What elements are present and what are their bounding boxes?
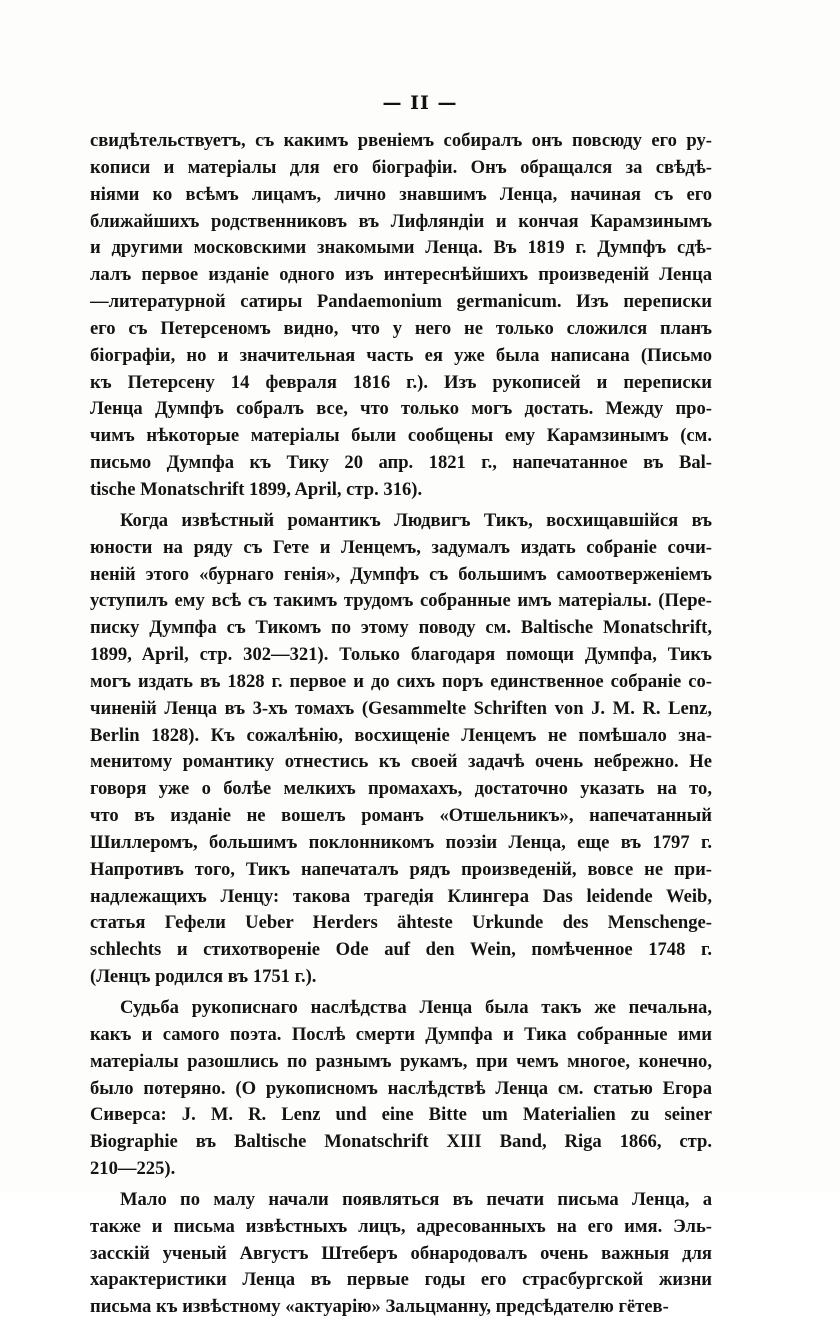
text-line: статья Гефели Ueber Herders ähteste Urkunde des Menschenge- xyxy=(90,912,712,934)
text-line: писку Думпфа съ Тикомъ по этому поводу см. Baltische Monatschrift, xyxy=(90,617,712,639)
text-line: юности на ряду съ Гете и Ленцемъ, задумалъ издать собраніе сочи- xyxy=(90,536,712,558)
text-line: могъ издать въ 1828 г. первое и до сихъ поръ единственное собраніе со- xyxy=(90,670,712,692)
text-line: свидѣтельствуетъ, съ какимъ рвеніемъ собиралъ онъ повсюду его ру- xyxy=(90,130,712,151)
text-line: 1899, April, стр. 302—321). Только благодаря помощи Думпфа, Тикъ xyxy=(90,644,712,666)
text-line: надлежащихъ Ленцу: такова трагедія Клингера Das leidende Weib, xyxy=(90,885,712,907)
text-line: Когда извѣстный романтикъ Людвигъ Тикъ, восхищавшійся въ xyxy=(120,509,712,531)
text-line: какъ и самого поэта. Послѣ смерти Думпфа и Тика собранные ими xyxy=(90,1023,712,1045)
text-line: —литературной сатиры Pandaemonium germanicum. Изъ переписки xyxy=(90,291,712,313)
text-line: его съ Петерсеномъ видно, что у него не только сложился планъ xyxy=(90,317,712,339)
text-line: Мало по малу начали появляться въ печати письма Ленца, а xyxy=(120,1188,712,1210)
text-line: Ленца Думпфъ собралъ все, что только могъ достать. Между про- xyxy=(90,398,712,420)
text-line: и другими московскими знакомыми Ленца. Въ 1819 г. Думпфъ сдѣ- xyxy=(90,237,712,259)
text-line: Напротивъ того, Тикъ напечаталъ рядъ произведеній, вовсе не при- xyxy=(90,858,712,880)
text-line: матеріалы разошлись по разнымъ рукамъ, при чемъ многое, конечно, xyxy=(90,1050,712,1072)
text-line: къ Петерсену 14 февраля 1816 г.). Изъ рукописей и переписки xyxy=(90,371,712,393)
text-line: Сиверса: J. M. R. Lenz und eine Bitte um Materialien zu seiner xyxy=(90,1104,712,1126)
text-line: tische Monatschrift 1899, April, стр. 316). xyxy=(90,478,423,500)
text-line: Судьба рукописнаго наслѣдства Ленца была такъ же печальна, xyxy=(120,997,712,1018)
text-line: письма къ извѣстному «актуарію» Зальцманну, предсѣдателю гётев- xyxy=(90,1296,669,1318)
text-line: письмо Думпфа къ Тику 20 апр. 1821 г., напечатанное въ Bal- xyxy=(90,452,712,474)
text-line: Berlin 1828). Къ сожалѣнію, восхищеніе Ленцемъ не помѣшало зна- xyxy=(90,724,712,746)
text-line: неній этого «бурнаго генія», Думпфъ съ большимъ самоотверженіемъ xyxy=(90,563,712,585)
paragraph xyxy=(90,995,712,1183)
text-line: лалъ первое изданіе одного изъ интереснѣйшихъ произведеній Ленца xyxy=(90,264,712,286)
text-line: засскій ученый Августъ Штеберъ обнародовалъ очень важныя для xyxy=(90,1242,712,1264)
text-line: ніями ко всѣмъ лицамъ, лично знавшимъ Ленца, начиная съ его xyxy=(90,183,712,205)
text-line: кописи и матеріалы для его біографіи. Онъ обращался за свѣдѣ- xyxy=(90,156,712,178)
text-line: 210—225). xyxy=(90,1158,176,1180)
text-line: также и письма извѣстныхъ лицъ, адресованныхъ на его имя. Эль- xyxy=(90,1215,712,1237)
text-line: было потеряно. (О рукописномъ наслѣдствѣ Ленца см. статью Егора xyxy=(90,1077,712,1099)
paragraph xyxy=(90,1187,712,1321)
text-line: Biographie въ Baltische Monatschrift XIII Band, Riga 1866, стр. xyxy=(90,1131,712,1153)
text-line: менитому романтику отнестись къ своей задачѣ очень небрежно. Не xyxy=(90,751,712,773)
text-line: schlechts и стихотвореніе Ode auf den Wein, помѣченное 1748 г. xyxy=(90,939,712,961)
text-line: характеристики Ленца въ первые годы его страсбургской жизни xyxy=(90,1269,712,1291)
page-number: — II — xyxy=(382,92,458,114)
text-line: говоря уже о болѣе мелкихъ промахахъ, достаточно указать на то, xyxy=(90,778,712,800)
text-line: чимъ нѣкоторые матеріалы были сообщены ему Карамзинымъ (см. xyxy=(90,425,712,447)
paragraph xyxy=(90,508,712,991)
text-line: (Ленцъ родился въ 1751 г.). xyxy=(90,966,317,988)
body-text xyxy=(90,128,712,1321)
text-line: чиненій Ленца въ 3-хъ томахъ (Gesammelte Schriften von J. M. R. Lenz, xyxy=(90,697,712,719)
text-line: ближайшихъ родственниковъ въ Лифляндіи и кончая Карамзинымъ xyxy=(90,210,712,232)
text-line: уступилъ ему всѣ съ такимъ трудомъ собранные имъ матеріалы. (Пере- xyxy=(90,590,712,612)
text-line: біографіи, но и значительная часть ея уже была написана (Письмо xyxy=(90,344,712,366)
paragraph xyxy=(90,128,712,504)
text-line: Шиллеромъ, большимъ поклонникомъ поэзіи Ленца, еще въ 1797 г. xyxy=(90,831,712,853)
text-line: что въ изданіе не вошелъ романъ «Отшельникъ», напечатанный xyxy=(90,805,712,827)
